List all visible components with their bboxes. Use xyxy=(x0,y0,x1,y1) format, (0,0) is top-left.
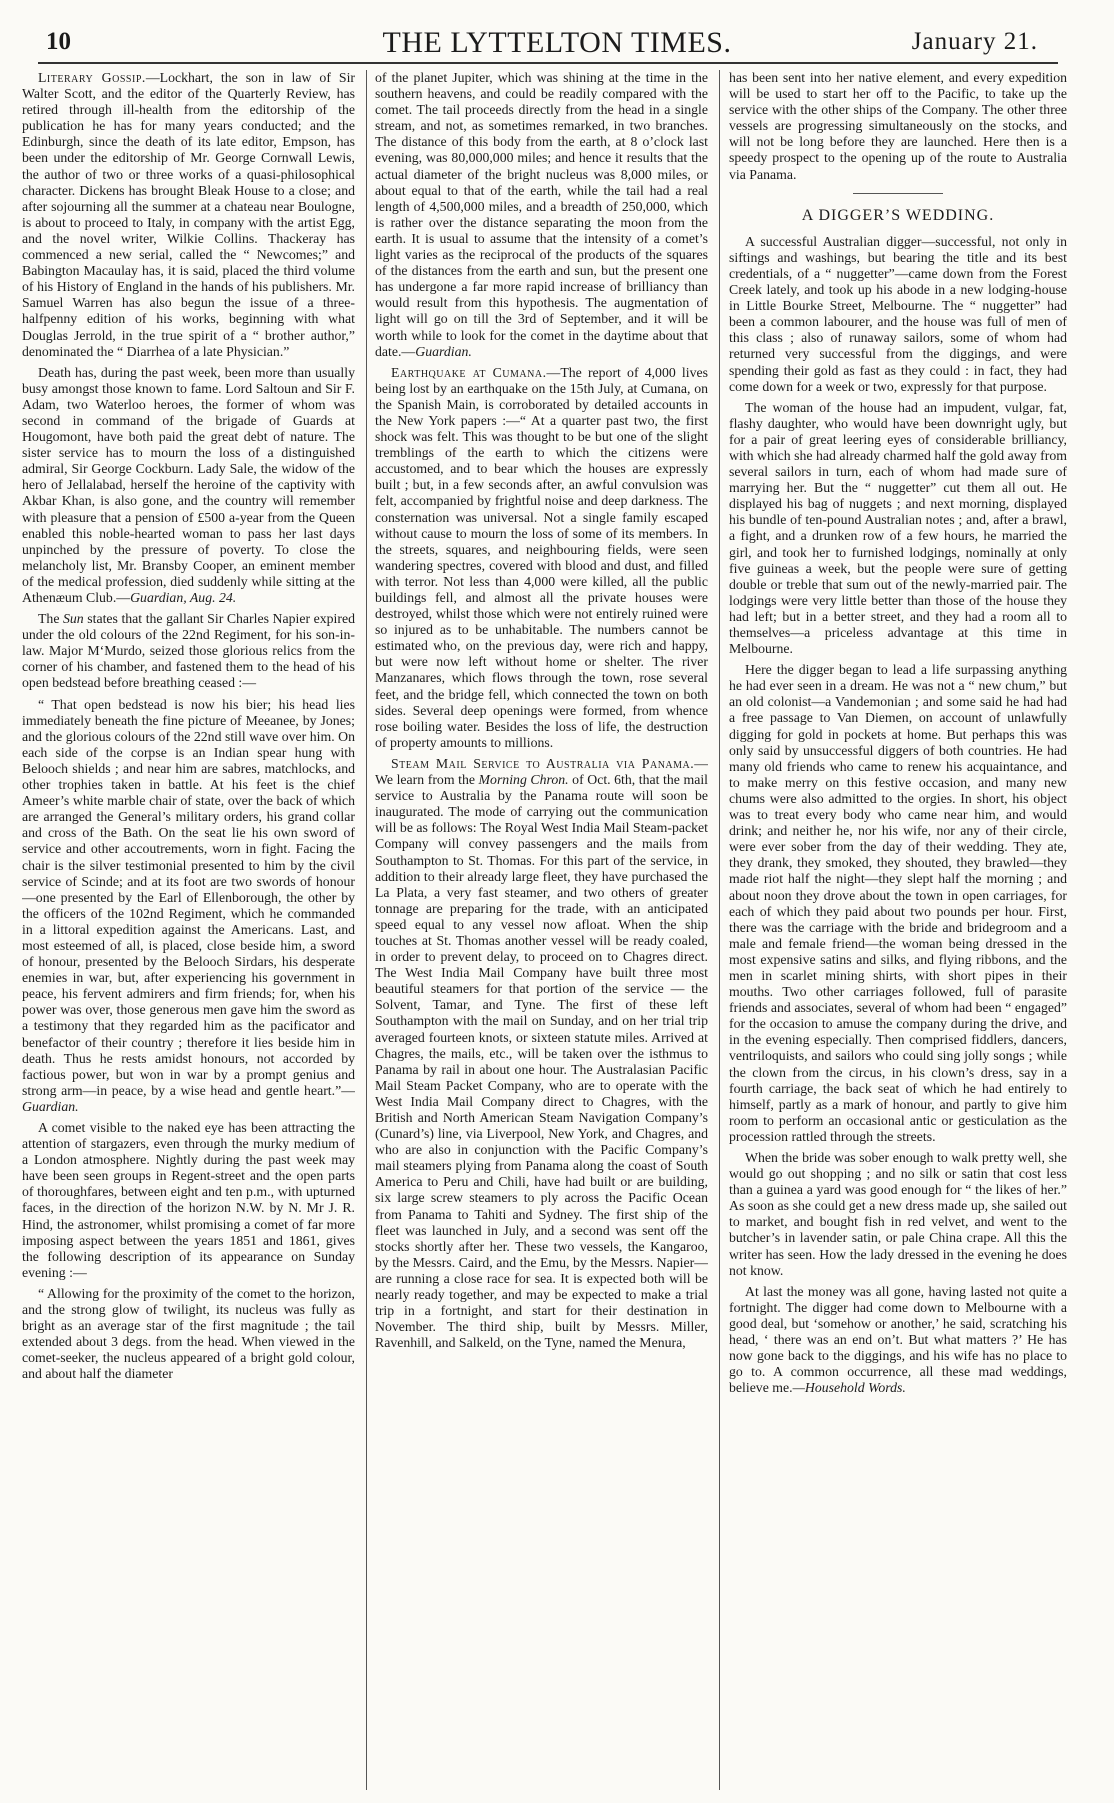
article-source: Guardian. xyxy=(415,343,472,359)
article-text: of Oct. 6th, that the mail service to Australia by the Panama route will soon be inaugurated. The mode of carrying out the communication will be as follows: The Royal West India Mail Steam-packet Company will convey passengers and the mails from Southampton to St. Thomas. For this part of the service, in addition to their already large fleet, they have purchased the La Plata, a very fast steamer, and two others of greater tonnage are preparing for the trade, with an anticipated speed equal to any vessel now afloat. When the ship touches at St. Thomas another vessel will be ready coaled, in order to prevent delay, to proceed on to Chagres direct. The West India Mail Company have built three most beautiful steamers for that portion of the service — the Solvent, Tamar, and Tyne. The first of these left Southampton with the mail on Sunday, and on her trial trip averaged fourteen knots, or sixteen statute miles. Arrived at Chagres, the mails, etc., will be taken over the isthmus to Panama by rail in about one hour. The Australasian Pacific Mail Steam Packet Company, who are to operate with the West India Mail Company direct to Chagres, with the British and North American Steam Navigation Company’s (Cunard’s) line, via Liverpool, New York, and Chagres, and who are also in conjunction with the Pacific Company’s mail steamers plying from Panama along the coast of South America to Peru and Chili, have had built or are building, six large screw steamers to ply across the Pacific Ocean from Panama to Tahiti and Sydney. The first ship of the fleet was launched in July, and a second was sent off the stocks shortly after her. These two vessels, the Kangaroo, by the Messrs. Caird, and the Emu, by the Messrs. Napier—are running a close race for sea. It is expected both will be nearly ready together, and may be expected to make a trial trip in a fortnight, and start for their destination in November. The third ship, built by Messrs. Miller, Ravenhill, and Salkeld, on the Tyne, named the Menura, xyxy=(375,772,708,1351)
article-steam-mail-continued xyxy=(729,70,1067,183)
article-text: When the bride was sober enough to walk pretty well, she would go out shopping ; and no silk or satin that cost less than a guinea a yard was good enough for “ the likes of her.” As soon as she could get a new dress made up, she sailed out to market, and bought fish in red velvet, and went to the butcher’s in lavender satin, or pale China crape. All this the writer has seen. How the lady dressed in the evening he does not know. xyxy=(729,1150,1067,1278)
article-emphasis: Sun xyxy=(63,611,84,627)
article-text: —Lockhart, the son in law of Sir Walter Scott, and the editor of the Quarterly Review, has retired through ill-health from the editorship of the publication he has for many years conducted; and the Edinburgh, since the death of its late editor, Empson, has been under the editorship of Mr. George Cornwall Lewis, the author of two or three works of a quasi-philosophical character. Dickens has brought Bleak House to a close; and after sojourning all the summer at a chateau near Boulogne, is about to proceed to Italy, in company with the artist Egg, and the novel writer, Wilkie Collins. Thackeray has commenced a new serial, called the “ Newcomes;” and Babington Macaulay has, it is said, placed the third volume of his History of England in the hands of his publishers. Mr. Samuel Warren has also begun the issue of a three-halfpenny edition of his works, beginning with what Douglas Jerrold, in the true spirit of a “ brother author,” denominated the “ Diarrhea of a late Physician.” xyxy=(22,70,355,359)
article-kicker: Literary Gossip. xyxy=(38,70,146,85)
article-steam-mail xyxy=(375,756,708,1351)
header-rule xyxy=(38,62,1058,64)
column-divider xyxy=(366,70,367,1790)
article-comet xyxy=(22,1120,355,1281)
article-text: The Sun states that the gallant Sir Charles Napier expired under the old colours of the 22nd Regiment, for his son-in-law. Major M‘Murdo, seized those glorious relics from the corner of his chamber, and fastened them to the head of his open bedstead before breathing ceased :— xyxy=(22,611,355,691)
article-comet-continued xyxy=(375,70,708,360)
article-paragraph xyxy=(729,662,1067,1145)
column-3 xyxy=(729,70,1067,1795)
article-text: “ Allowing for the proximity of the comet to the horizon, and the strong glow of twilight, its nucleus was fully as bright as an average star of the first magnitude ; the tail extended about 3 degs. from the head. When viewed in the comet-seeker, the nucleus appeared of a bright gold colour, and about half the diameter xyxy=(22,1285,355,1382)
article-text: Here the digger began to lead a life surpassing anything he had ever seen in a dream. He was not a “ new chum,” but an old colonist—a Vandemonian ; and some said he had had a free passage to Van Diemen, on account of unlawfully digging for gold in pockets at home. But perhaps this was only said by unsuccessful diggers of both countries. He had many old friends who came to renew his acquaintance, and to make merry on this festive occasion, and many new chums were also admitted to the orgies. In short, his object was to treat every body who came near him, and would drink; and neither he, nor his wife, nor any of their circle, were ever sober from the day of their wedding. They ate, they drank, they smoked, they shouted, they brawled—they made riot half the night—they slept half the morning ; and about noon they drove about the town in open carriages, for each of which they paid about two pounds per hour. First, there was the carriage with the bride and bridegroom and a male and female friend—the woman being dressed in the most expensive satins and silks, and flying ribbons, and the men in scarlet mining shirts, with short pipes in their mouths. Two other carriages followed, full of parasite friends and associates, several of whom had been “ engaged” for the occasion to amuse the company during the drive, and in the evening especially. Then comprised fiddlers, dancers, ventriloquists, and sailors who could sing jolly songs ; while the clown from the circus, in his clown’s dress, say in a fourth carriage, the back seat of which he had entirely to himself, partly as a mark of honour, and partly to give him room to perform an occasional antic or gesticulation as the procession rattled through the streets. xyxy=(729,662,1067,1144)
article-text: has been sent into her native element, and every expedition will be used to start her off to the Pacific, to take up the service with the other ships of the Company. The other three vessels are progressing simultaneously on the stocks, and will not be long before they are launched. Here then is a speedy prospect to the opening up of the route to Australia via Panama. xyxy=(729,70,1067,182)
article-emphasis: Morning Chron. xyxy=(478,772,569,788)
article-source: Guardian, Aug. 24. xyxy=(130,590,237,605)
column-1 xyxy=(22,70,355,1795)
article-earthquake xyxy=(375,365,708,751)
article-text: of the planet Jupiter, which was shining at the time in the southern heavens, and could be readily compared with the comet. The tail proceeds directly from the head in a single stream, and not, as sometimes remarked, in two branches. The distance of this body from the earth, at 8 o’clock last evening, was 80,000,000 miles; and hence it results that the actual diameter of the bright nucleus was 8,000 miles, or about equal to that of the earth, while the tail had a real length of 4,500,000 miles, and a breadth of 250,000, which is rather over the distance separating the moon from the earth. It is usual to assume that the intensity of a comet’s light varies as the reciprocal of the products of the squares of the distances from the earth and sun, but the present one has undergone a far more rapid increase of brilliancy than would result from this hypothesis. The augmentation of light will go on till the 3rd of September, and it will be worth while to look for the comet in the daytime about that date.— xyxy=(375,70,708,359)
column-2 xyxy=(375,70,708,1795)
article-kicker: Earthquake at Cumana. xyxy=(391,364,547,380)
article-deaths xyxy=(22,365,355,606)
article-diggers-wedding xyxy=(729,234,1067,395)
article-paragraph xyxy=(729,1284,1067,1397)
article-comet-quote xyxy=(22,1286,355,1383)
article-text: —The report of 4,000 lives being lost by an earthquake on the 15th July, at Cumana, on the Spanish Main, is corroborated by detailed accounts in the New York papers :—“ At a quarter past two, the first shock was felt. This was thought to be but one of the slight tremblings of the earth to which the citizens were accustomed, and to bear which the houses are expressly built ; but, in a few seconds after, an awful convulsion was felt, accompanied by frightful noise and deep darkness. The consternation was universal. Not a single family escaped without cause to mourn the loss of some of its members. In the streets, squares, and neighbouring fields, were seen wandering spectres, covered with blood and dust, and filled with terror. Not less than 4,000 were killed, all the public buildings fell, and almost all the private houses were destroyed, whilst those which were not entirely ruined were so injured as to be unhabitable. The numbers cannot be estimated who, on the previous day, were rich and happy, but were now left without home or shelter. The river Manzanares, which flows through the town, rose several feet, and the bridge fell, which connected the town on both sides. Several deep openings were formed, from whence rose boiling water. Besides the loss of life, the destruction of property amounts to millions. xyxy=(375,364,708,750)
article-kicker: Steam Mail Service to Australia via Panama. xyxy=(391,755,695,771)
page-number: 10 xyxy=(46,28,71,55)
article-source: —Household Words. xyxy=(792,1380,906,1396)
article-source: Guardian. xyxy=(22,1098,79,1114)
article-paragraph xyxy=(729,400,1067,658)
columns xyxy=(22,70,1072,1795)
article-paragraph xyxy=(729,1150,1067,1279)
article-literary-gossip xyxy=(22,70,355,360)
section-rule xyxy=(853,193,943,194)
column-divider xyxy=(719,70,720,1790)
masthead xyxy=(16,16,1098,62)
article-napier-quote xyxy=(22,697,355,1115)
issue-date: January 21. xyxy=(911,28,1038,55)
article-text: At last the money was all gone, having lasted not quite a fortnight. The digger had come down to Melbourne with a good deal, but ‘somehow or another,’ he said, scratching his head, ‘ there was an end on’t. But what matters ?’ He has now gone back to the diggings, and his wife has no place to go to. A common occurrence, all these mad weddings, believe me. xyxy=(729,1283,1067,1396)
article-text: The woman of the house had an impudent, vulgar, fat, flashy daughter, who would have been downright ugly, but for a pair of great leering eyes of considerable brilliancy, with which she had already charmed half the gold away from several sailors in turn, each of whom had made sure of marrying her. But the “ nuggetter” cut them all out. He displayed his bag of nuggets ; and next morning, displayed his bundle of ten-pound Australian notes ; and, after a brawl, a fight, and a drunken row of a few hours, he married the girl, and took her to furnished lodgings, nominally at only five guineas a week, but the people were sure of getting double or treble that sum out of the newly-married pair. The lodgings were very little better than those of the house they had left; but in a better street, and they had a room all to themselves—a priceless advantage at this time in Melbourne. xyxy=(729,399,1067,657)
article-napier xyxy=(22,611,355,691)
section-title: A DIGGER’S WEDDING. xyxy=(801,206,995,224)
article-text: —We learn from the xyxy=(375,755,708,788)
article-text: A comet visible to the naked eye has been attracting the attention of stargazers, even through the murky medium of a London atmosphere. Nightly during the past week may have been seen groups in Regent-street and the open parts of thoroughfares, between eight and ten p.m., with upturned faces, in the direction of the horizon N.W. by N. Mr J. R. Hind, the astronomer, whilst promising a comet of far more imposing aspect between the years 1851 and 1861, gives the following description of its appearance on Sunday evening :— xyxy=(22,1120,355,1280)
article-text: A successful Australian digger—successful, not only in siftings and washings, but bearing the title and its best credentials, of a “ nuggetter”—came down from the Forest Creek lately, and took up his abode in a new lodging-house in Little Bourke Street, Melbourne. The “ nuggetter” had been a common labourer, and the house was full of men of this class ; also of runaway sailors, some of whom had returned very successful from the diggings, and were spending their gold as fast as they could : in fact, they had come down for a week or two, expressly for that purpose. xyxy=(729,233,1067,394)
newspaper-title: THE LYTTELTON TIMES. xyxy=(382,26,732,59)
article-text: Death has, during the past week, been more than usually busy amongst those known to fame. Lord Saltoun and Sir F. Adam, two Waterloo heroes, the former of whom was second in command of the brigade of Guards at Hougomont, have both paid the great debt of nature. The sister service has to mourn the loss of a distinguished admiral, Sir George Cockburn. Lady Sale, the widow of the hero of Jellalabad, herself the heroine of the captivity with Akbar Khan, is also gone, and the country will remember with pleasure that a pension of £500 a-year from the Queen enabled this noble-hearted woman to pass her last days unpinched by the pressure of poverty. To close the melancholy list, Mr. Bransby Cooper, an eminent member of the medical profession, died suddenly while sitting at the Athenæum Club.— xyxy=(22,364,355,605)
article-text: “ That open bedstead is now his bier; his head lies immediately beneath the fine picture of Meeanee, by Jones; and the glorious colours of the 22nd still wave over him. On each side of the corpse is an Indian spear hung with Belooch shields ; and near him are sabres, matchlocks, and other trophies taken in battle. At his feet is the chief Ameer’s white marble chair of state, over the back of which are arranged the General’s military orders, his grand collar and cross of the Bath. On the seat lie his own sword of service and other accoutrements, worn in fight. Facing the chair is the silver testimonial presented to him by the civil service of Scinde; and at its foot are two swords of honour—one presented by the Earl of Ellenborough, the other by the officers of the 102nd Regiment, which he commanded in a littoral expedition against the Americans. Last, and most esteemed of all, is placed, close beside him, a sword of honour, presented by the Belooch Sirdars, his desperate enemies in war, but, after experiencing his government in peace, his fervent admirers and firm friends; for, when his power was over, those generous men gave him the sword as a testimony that they regarded him as the pacificator and benefactor of their country ; therefore it lies beside him in death. Thus he rests amidst honours, not accorded by factious power, but won in war by a prompt genius and strong arm—in peace, by a wise head and gentle heart.”— xyxy=(22,696,355,1098)
